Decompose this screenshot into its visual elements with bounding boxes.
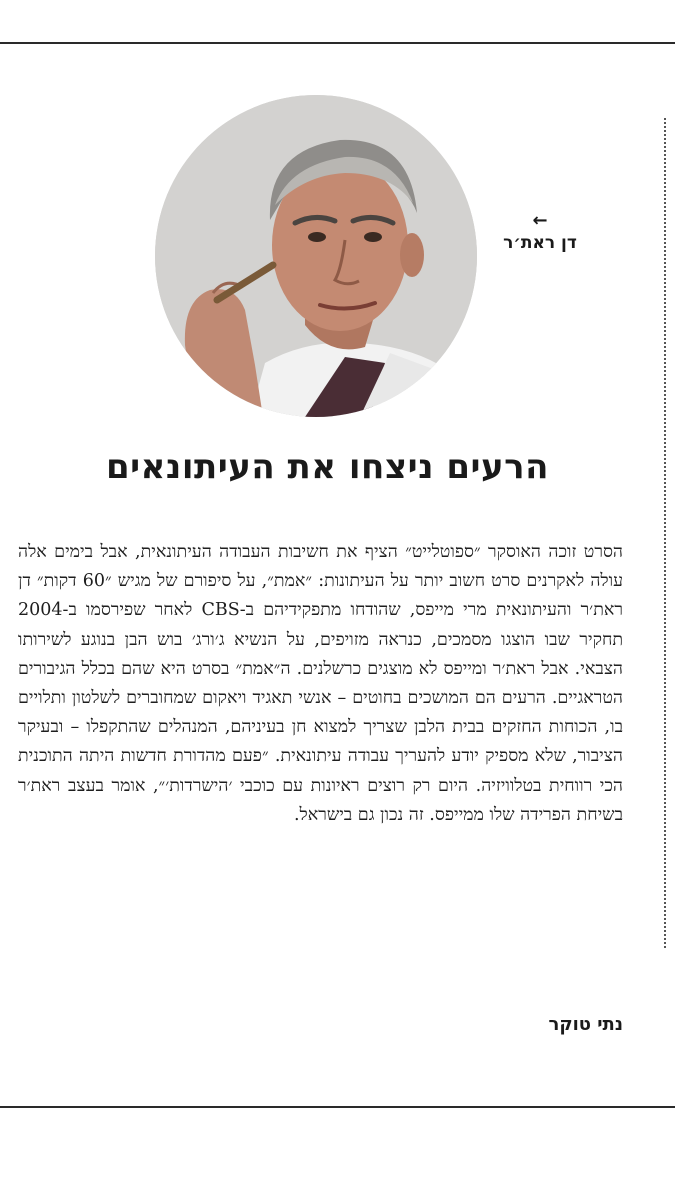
top-rule xyxy=(0,42,675,44)
portrait-photo xyxy=(155,95,477,417)
article-body: הסרט זוכה האוסקר ״ספוטלייט״ הציף את חשיבות העבודה העיתונאית, אבל בימים אלה עולה לאקרנים סרט חשוב יותר על העיתונות: ״אמת״, על סיפורם של מגיש ״60 דקות״ דן ראת׳ר והעיתונאית מרי מייפס, שהודחו מתפקידיהם ב-CBS לאחר שפירסמו ב-2004 תחקיר שבו הוצגו מסמכים, כנראה מזויפים, על הנשיא ג׳ורג׳ בוש הבן בנוגע לשירותו הצבאי. אבל ראת׳ר ומייפס לא מוצגים כרשלנים. ה״אמת״ בסרט היא שהם בכלל הגיבורים הטראגיים. הרעים הם המושכים בחוטים – אנשי תאגיד ויאקום שמחוברים לשלטון ותלויים בו, הכוחות החזקים בבית הלבן שצריך למצוא חן בעיניהם, המנהלים שהתקפלו – ובעיקר הציבור, שלא מספיק יודע להעריך עבודה עיתונאית. ״פעם מהדורת חדשות היתה התוכנית הכי רווחית בטלוויזיה. היום רק רוצים ראיונות עם כוכבי ׳הישרדות׳״, אומר בעצב ראת׳ר בשיחת הפרידה שלו ממייפס. זה נכון גם בישראל. xyxy=(18,542,623,825)
article-headline: הרעים ניצחו את העיתונאים xyxy=(105,447,550,487)
author-byline: נתי טוקר xyxy=(548,1014,623,1035)
arrow-left-icon: ← xyxy=(532,210,548,231)
portrait-illustration xyxy=(155,95,477,417)
column-divider xyxy=(664,118,666,948)
photo-caption xyxy=(490,212,590,254)
bottom-rule xyxy=(0,1106,675,1108)
caption-text: דן ראת׳ר xyxy=(503,233,577,253)
